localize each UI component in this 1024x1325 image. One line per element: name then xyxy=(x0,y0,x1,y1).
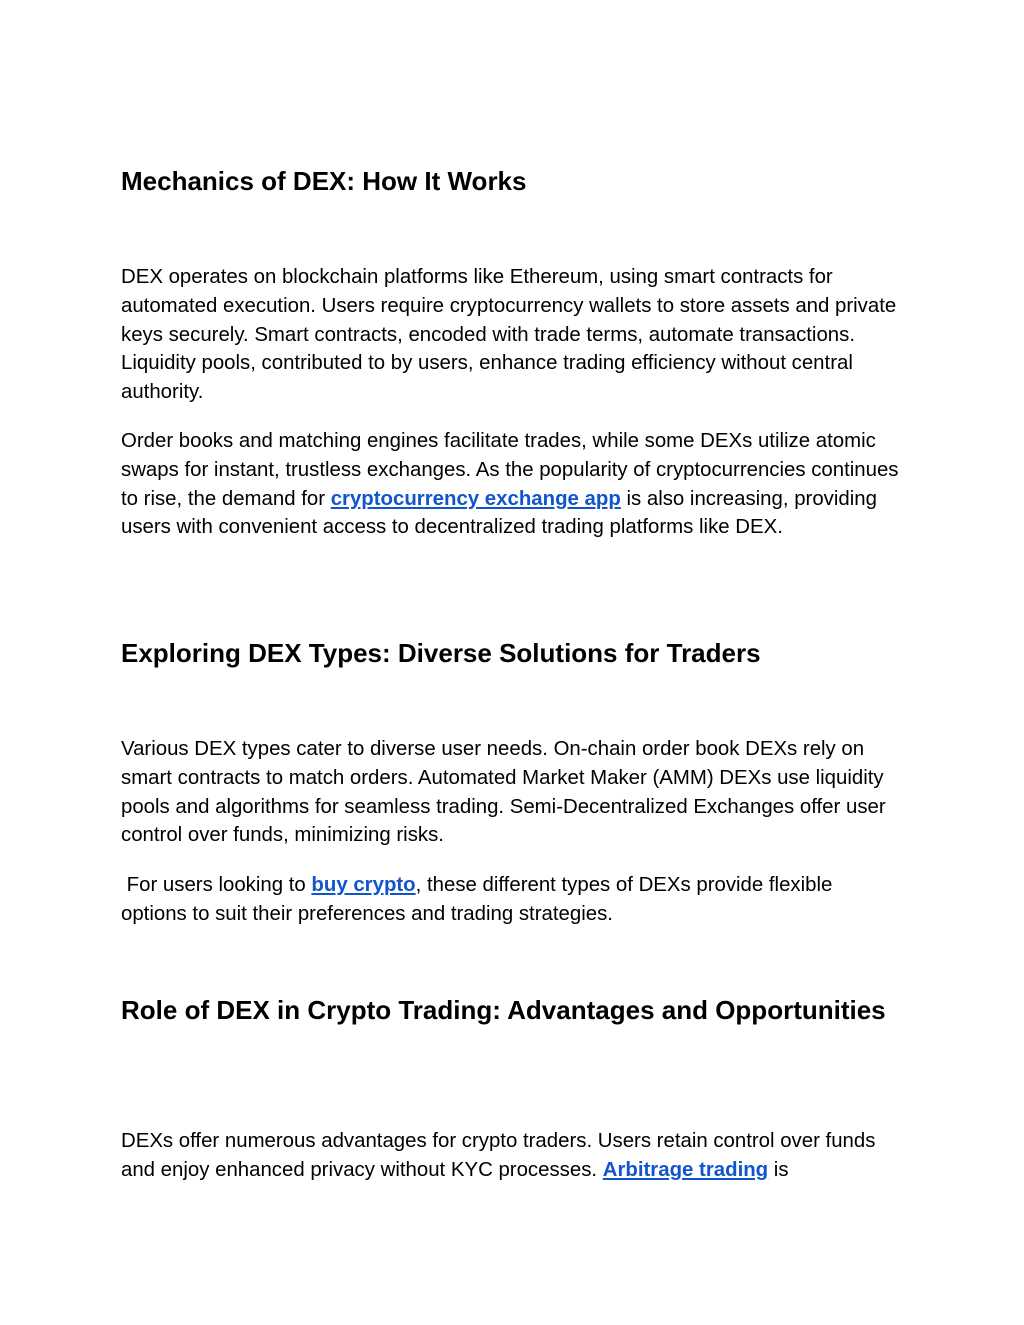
paragraph-text: is also increasing, providing users with convenient access to decentralized trading platforms like DEX. xyxy=(121,487,877,539)
section-heading-dex-types: Exploring DEX Types: Diverse Solutions for Traders xyxy=(121,638,761,668)
paragraph-text: Order books and matching engines facilitate trades, while some DEXs utilize atomic swaps for instant, trustless exchanges. As the popularity of cryptocurrencies continues to rise, the demand for xyxy=(121,430,899,510)
paragraph-text: is xyxy=(768,1158,789,1181)
paragraph-text: , these different types of DEXs provide flexible options to suit their preferences and trading strategies. xyxy=(121,874,833,925)
link-arbitrage-trading[interactable]: Arbitrage trading xyxy=(602,1158,769,1181)
paragraph-dex-types-buy xyxy=(121,871,901,929)
paragraph-text: DEXs offer numerous advantages for crypto traders. Users retain control over funds and enjoy enhanced privacy without KYC processes. xyxy=(121,1130,876,1181)
section-heading-mechanics: Mechanics of DEX: How It Works xyxy=(121,166,527,196)
paragraph-text: For users looking to xyxy=(121,874,312,896)
paragraph-role-advantages xyxy=(121,1127,901,1185)
paragraph-mechanics-intro: DEX operates on blockchain platforms like Ethereum, using smart contracts for automated execution. Users require cryptocurrency wallets to store assets and private keys securely. Smart contracts, encoded with trade terms, automate transactions. Liquidity pools, contributed to by users, enhance trading efficiency without central authority. xyxy=(121,266,897,404)
section-heading-role-of-dex: Role of DEX in Crypto Trading: Advantages and Opportunities xyxy=(121,995,886,1025)
paragraph-mechanics-order-books xyxy=(121,427,901,542)
link-buy-crypto[interactable]: buy crypto xyxy=(311,874,416,896)
paragraph-dex-types-intro: Various DEX types cater to diverse user needs. On-chain order book DEXs rely on smart contracts to match orders. Automated Market Maker (AMM) DEXs use liquidity pools and algorithms for seamless trading. Semi-Decentralized Exchanges offer user control over funds, minimizing risks. xyxy=(121,738,886,847)
link-cryptocurrency-exchange-app[interactable]: cryptocurrency exchange app xyxy=(330,487,621,510)
